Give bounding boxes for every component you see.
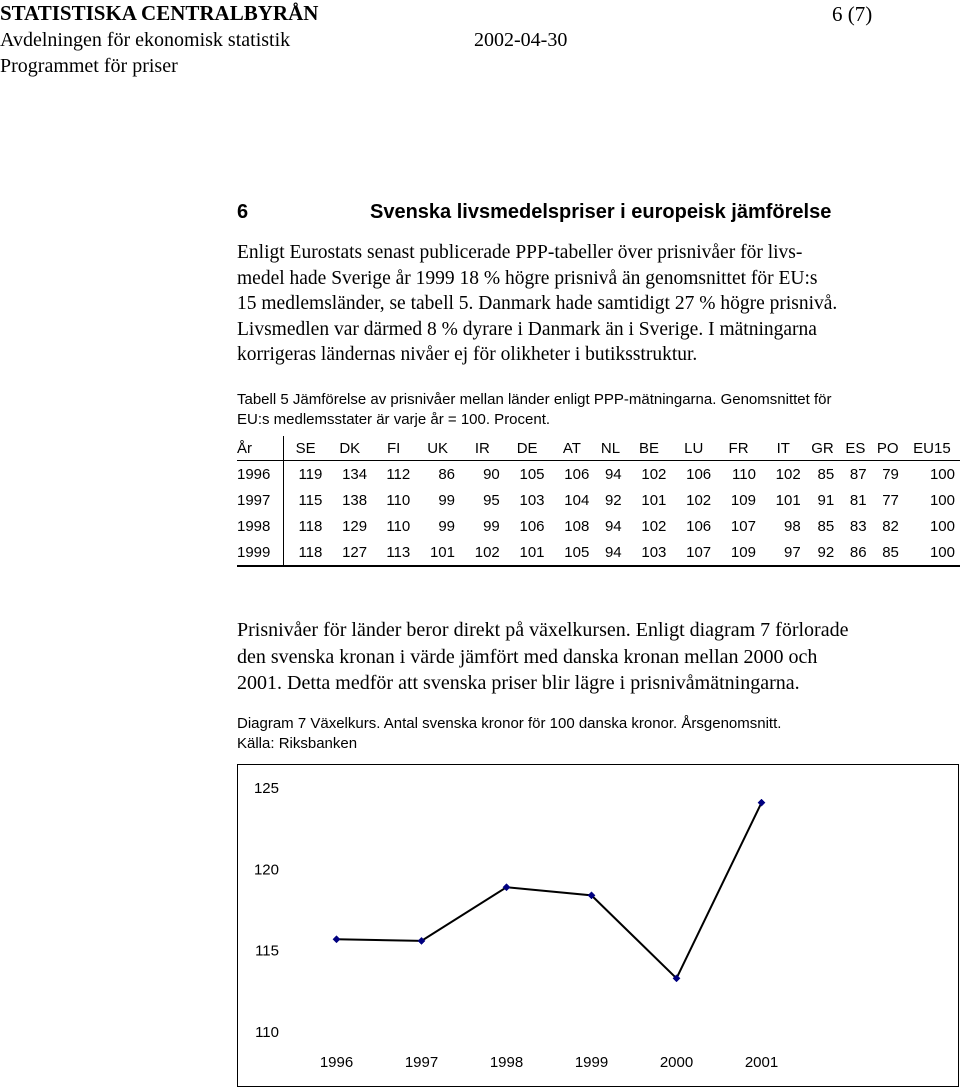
table-cell: 108 (564, 517, 590, 535)
table-cell: 102 (775, 465, 801, 483)
table-cell: 85 (817, 517, 835, 535)
paragraph-line: 15 medlemsländer, se tabell 5. Danmark hade samtidigt 27 % högre prisnivå. (237, 293, 838, 314)
table-cell: 102 (686, 491, 712, 509)
table-cell: 86 (839, 539, 871, 566)
table-cell: 110 (386, 491, 411, 509)
table-cell: 103 (519, 491, 545, 509)
table-cell: 101 (415, 539, 460, 566)
table-cell: 79 (882, 465, 899, 483)
table-cell: 83 (849, 517, 867, 535)
table-cell: 94 (604, 517, 622, 535)
column-header-be: BE (627, 436, 672, 461)
table-cell: 92 (604, 491, 622, 509)
header-org: STATISTISKA CENTRALBYRÅN (0, 1, 319, 25)
table-cell: 99 (438, 517, 455, 535)
table-cell: 100 (904, 539, 960, 566)
column-header-lu: LU (671, 436, 716, 461)
x-tick-label: 1997 (404, 1054, 439, 1071)
header-page-number: 6 (7) (832, 2, 873, 26)
table-cell: 86 (438, 465, 455, 483)
table-cell: 127 (327, 539, 372, 566)
x-tick-label: 2001 (744, 1054, 779, 1071)
table-cell: 106 (686, 517, 712, 535)
table-cell: 101 (641, 491, 667, 509)
table-cell: 118 (298, 517, 323, 535)
table-caption (237, 390, 831, 430)
series-line (337, 803, 762, 979)
table-cell: 106 (519, 517, 545, 535)
y-tick-label: 110 (255, 1024, 279, 1041)
table-cell: 104 (564, 491, 590, 509)
column-header-nl: NL (594, 436, 626, 461)
table-cell: 94 (604, 465, 622, 483)
paragraph-line: Livsmedlen var därmed 8 % dyrare i Danmark än i Sverige. I mätningarna (237, 318, 817, 340)
row-year: 1998 (237, 513, 284, 539)
column-header-se: SE (284, 436, 328, 461)
table-cell: 101 (775, 491, 801, 509)
x-tick-label: 1999 (574, 1054, 609, 1071)
table-cell: 101 (505, 539, 550, 566)
table-cell: 102 (641, 517, 667, 535)
table-row (237, 461, 960, 488)
table-cell: 81 (849, 491, 867, 509)
column-header-at: AT (550, 436, 595, 461)
table-cell: 110 (386, 517, 411, 535)
price-level-table (237, 436, 960, 567)
table-cell: 98 (784, 517, 801, 535)
table-cell: 102 (641, 465, 667, 483)
table-cell: 118 (284, 539, 328, 566)
column-header-ir: IR (460, 436, 505, 461)
row-year: 1996 (237, 461, 284, 488)
table-row (237, 539, 960, 566)
table-cell: 119 (298, 465, 323, 483)
column-header-eu15: EU15 (904, 436, 960, 461)
table-cell: 103 (627, 539, 672, 566)
row-year: 1997 (237, 487, 284, 513)
caption-line: Diagram 7 Växelkurs. Antal svenska kronor för 100 danska kronor. Årsgenomsnitt. (237, 715, 782, 732)
y-tick-label: 120 (253, 861, 279, 879)
table-cell: 91 (817, 491, 835, 509)
table-cell: 109 (716, 539, 761, 566)
paragraph-line: Prisnivåer för länder beror direkt på växelkursen. Enligt diagram 7 förlorade (237, 619, 849, 641)
table-cell: 90 (483, 465, 500, 483)
y-tick-label: 115 (255, 942, 279, 960)
table-cell: 115 (298, 491, 323, 509)
table-cell: 97 (761, 539, 806, 566)
caption-line: Tabell 5 Jämförelse av prisnivåer mellan länder enligt PPP-mätningarna. Genomsnittet för (237, 391, 832, 408)
data-point (758, 799, 765, 806)
header-department: Avdelningen för ekonomisk statistik (0, 29, 291, 51)
table-cell: 82 (882, 517, 899, 535)
chart-svg (237, 764, 959, 1087)
caption-line: EU:s medlemsstater är varje år = 100. Procent. (237, 411, 551, 428)
column-header-uk: UK (415, 436, 460, 461)
data-point (333, 936, 340, 943)
table-cell: 87 (849, 465, 867, 483)
paragraph-intro (237, 240, 837, 368)
column-header-it: IT (761, 436, 806, 461)
section-number: 6 (237, 201, 249, 223)
column-header-de: DE (505, 436, 550, 461)
x-tick-label: 1998 (489, 1054, 524, 1071)
table-cell: 94 (594, 539, 626, 566)
chart-frame (238, 765, 959, 1087)
table-cell: 106 (686, 465, 712, 483)
column-header-gr: GR (806, 436, 840, 461)
table-cell: 113 (372, 539, 415, 566)
x-tick-label: 1996 (319, 1054, 354, 1071)
paragraph-exchange-rate (237, 617, 848, 697)
table-cell: 85 (872, 539, 904, 566)
table-row (237, 513, 960, 539)
column-header-fi: FI (372, 436, 415, 461)
paragraph-line: 2001. Detta medför att svenska priser blir lägre i prisnivåmätningarna. (237, 672, 800, 694)
column-header-fr: FR (716, 436, 761, 461)
table-cell: 100 (929, 465, 955, 483)
table-cell: 105 (550, 539, 595, 566)
row-year: 1999 (237, 539, 284, 566)
table-cell: 100 (929, 491, 955, 509)
table-cell: 107 (671, 539, 716, 566)
exchange-rate-chart (237, 764, 959, 1087)
table-cell: 77 (882, 491, 899, 509)
y-tick-label: 125 (253, 780, 279, 797)
paragraph-line: korrigeras ländernas nivåer ej för olikheter i butiksstruktur. (237, 344, 698, 365)
table-cell: 110 (732, 465, 756, 483)
table-row (237, 487, 960, 513)
table-cell: 105 (519, 465, 545, 483)
section-title: Svenska livsmedelspriser i europeisk jämförelse (370, 201, 832, 223)
column-header-es: ES (839, 436, 871, 461)
header-program: Programmet för priser (0, 55, 178, 77)
x-tick-label: 2000 (659, 1054, 694, 1071)
year-column-header: År (237, 436, 284, 461)
column-header-dk: DK (327, 436, 372, 461)
paragraph-line: Enligt Eurostats senast publicerade PPP-tabeller över prisnivåer för livs- (237, 242, 803, 263)
table-cell: 85 (817, 465, 835, 483)
table-cell: 100 (929, 517, 955, 535)
diagram-caption (237, 714, 781, 754)
header-date: 2002-04-30 (474, 29, 568, 51)
table-body (237, 461, 960, 567)
table-cell: 106 (564, 465, 590, 483)
table-cell: 99 (483, 517, 500, 535)
table-header-row (237, 436, 960, 461)
caption-line: Källa: Riksbanken (237, 735, 358, 752)
column-header-po: PO (872, 436, 904, 461)
table-cell: 95 (483, 491, 500, 509)
table-cell: 129 (342, 517, 368, 535)
paragraph-line: den svenska kronan i värde jämfört med danska kronan mellan 2000 och (237, 645, 818, 668)
table-cell: 138 (342, 491, 368, 509)
table-cell: 109 (730, 491, 756, 509)
table-cell: 102 (460, 539, 505, 566)
table-cell: 99 (438, 491, 455, 509)
table-cell: 92 (806, 539, 840, 566)
table-cell: 112 (386, 465, 411, 483)
table-cell: 107 (730, 517, 756, 535)
table-cell: 134 (342, 465, 368, 483)
paragraph-line: medel hade Sverige år 1999 18 % högre prisnivå än genomsnittet för EU:s (237, 267, 818, 289)
